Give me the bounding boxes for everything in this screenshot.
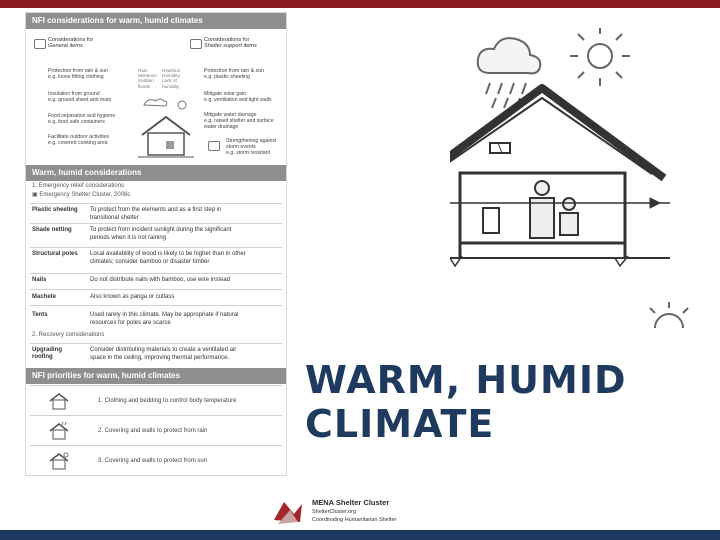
left-item-2: Insulation from ground e.g. ground sheet and mats <box>48 91 112 103</box>
sun-icon <box>570 28 630 86</box>
right-header: Considerations for Shelter support items <box>204 37 257 49</box>
right-item-4: Strengthening against storm events e.g. storm resistant <box>226 138 277 156</box>
list-item: 2. Covering and walls to protect from rain <box>30 415 282 446</box>
bottom-accent-bar <box>0 530 720 540</box>
list-item: 1. Clothing and bedding to control body temperature <box>30 385 282 416</box>
reference-icon: ▣ <box>32 192 40 198</box>
doc-band-nfi-considerations: NFI considerations for warm, humid climates <box>26 13 286 29</box>
left-header: Considerations for General items <box>48 37 94 49</box>
table-row: Tents Used rarely in this climate. May be appropriate if natural resources for poles are scarce <box>30 305 282 328</box>
left-item-3: Food separation and hygiene e.g. food safe containers <box>48 113 116 125</box>
table-row: Structural poles Local availability of wood is likely to be higher than in other climates; consider bamboo or disaster timber <box>30 247 282 272</box>
considerations-diagram <box>26 35 286 163</box>
small-house-diagram-icon <box>136 95 196 163</box>
partial-sun-icon <box>650 302 688 328</box>
section1-title: 1. Emergency relief considerations <box>32 183 125 189</box>
section2-title: 2. Recovery considerations <box>32 332 105 338</box>
rain-label: Rain Monsoon Sudden floods <box>138 68 157 89</box>
right-item-1: Protection from rain & sun e.g. plastic sheeting <box>204 68 264 80</box>
house-structure <box>450 88 670 266</box>
list-item: 3. Covering and walls to protect from sun <box>30 445 282 476</box>
section1-reference: ▣ Emergency Shelter Cluster, 2008c <box>32 192 131 198</box>
shelter-items-icon <box>190 39 202 49</box>
raised-house-illustration <box>450 28 700 338</box>
table-row: Shade netting To protect from incident sunlight during the significant periods when it is not raining <box>30 223 282 248</box>
house-sun-icon <box>48 452 70 470</box>
nfi-document-image <box>25 12 287 476</box>
doc-band-nfi-priorities: NFI priorities for warm, humid climates <box>26 368 286 384</box>
slide-title: WARM, HUMID CLIMATE <box>305 358 627 446</box>
table-row: Nails Do not distribute nails with bamboo, use wire instead <box>30 273 282 288</box>
storm-icon <box>208 141 220 151</box>
house-rain-icon <box>48 422 70 440</box>
table-row: Machete Also known as panga or cutlass <box>30 289 282 304</box>
heat-label: Heat/sun Humidity Lack of humidity <box>162 68 181 89</box>
shelter-cluster-logo-mark <box>270 496 306 526</box>
right-item-2: Mitigate solar gain e.g. ventilation and light walls <box>204 91 272 103</box>
top-accent-bar <box>0 0 720 8</box>
left-item-4: Facilitate outdoor activities e.g. covered cooking area <box>48 134 110 146</box>
table-row: Plastic sheeting To protect from the elements and as a first step in transitional shelter <box>30 203 282 224</box>
shelter-cluster-logo: MENA Shelter Cluster ShelterCluster.org Coordinating Humanitarian Shelter <box>270 496 440 526</box>
left-item-1: Protection from rain & sun e.g. loose fitting clothing <box>48 68 108 80</box>
table-row: Upgrading roofing Consider distributing materials to create a ventilated air space in the ceiling, improving thermal performance. <box>30 343 282 366</box>
house-clothing-icon <box>48 392 70 410</box>
right-item-3: Mitigate water damage e.g. raised shelter and surface water drainage <box>204 112 274 130</box>
doc-band-warm-humid: Warm, humid considerations <box>26 165 286 181</box>
general-items-icon <box>34 39 46 49</box>
